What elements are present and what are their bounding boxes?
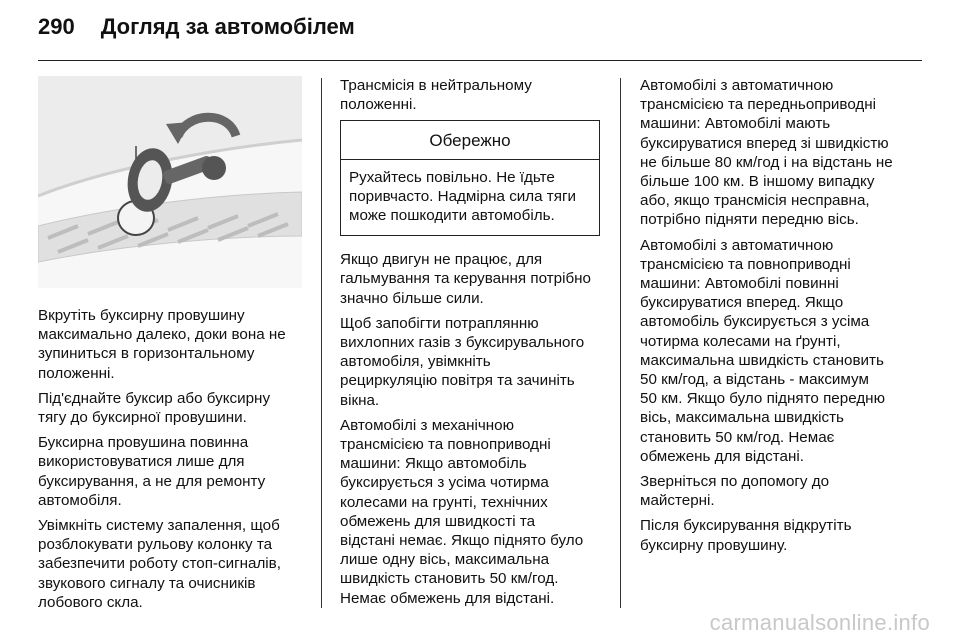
paragraph: Автомобілі з автоматичною трансмісією та передньоприводні машини: Автомобілі мають буксируватися вперед зі швидкістю не більше 80 км/год і на відстань не більше 100 км. В іншому випадку або, якщо трансмісія несправна, потрібно підняти передню вісь. (640, 77, 893, 229)
page-header (38, 14, 355, 44)
column-middle (340, 76, 612, 614)
paragraph: Автомобілі з механічною трансмісією та повноприводні машини: Якщо автомобіль буксирується з усіма чотирма колесами на грунті, технічних обмежень для швидкості та відстані немає. Якщо піднято було лише одну вісь, максимальна швидкість становить 50 км/год. Немає обмежень для відстані. (340, 416, 584, 607)
paragraph: Після буксирування відкрутіть буксирну провушину. (640, 517, 852, 554)
page-number: 290 (38, 14, 75, 39)
watermark: carmanualsonline.info (709, 610, 930, 635)
paragraph: Під'єднайте буксир або буксирну тягу до буксирної провушини. (38, 389, 271, 427)
header-divider (38, 60, 922, 61)
column-divider-2 (620, 78, 621, 608)
paragraph: Буксирна провушина повинна використовуватися лише для буксирування, а не для ремонту автомобіля. (38, 434, 266, 509)
column-left (38, 76, 310, 618)
page-title: Догляд за автомобілем (100, 14, 355, 39)
caution-title: Обережно (341, 121, 599, 159)
paragraph: Щоб запобігти потраплянню вихлопних газів з буксирувального автомобіля, увімкніть рециркуляцію повітря та зачиніть вікна. (340, 314, 585, 409)
paragraph: Увімкніть систему запалення, щоб розблокувати рульову колонку та забезпечити роботу стоп-сигналів, звукового сигналу та очисників лобового скла. (38, 517, 281, 611)
paragraph: Зверніться по допомогу до майстерні. (640, 473, 830, 510)
paragraph: Якщо двигун не працює, для гальмування та керування потрібно значно більше сили. (340, 251, 591, 307)
paragraph: Автомобілі з автоматичною трансмісією та повноприводні машини: Автомобілі повинні буксируватися вперед. Якщо автомобіль буксирується з усіма чотирма колесами на ґрунті, максимальна швидкість становить 50 км/год, а відстань - максимум 50 км. Якщо було піднято передню вісь, максимальна швидкість становить 50 км/год. Немає обмежень для відстані. (640, 236, 885, 465)
caution-box (340, 120, 600, 236)
column-right (640, 76, 922, 561)
tow-eye-illustration (38, 76, 302, 288)
caution-text: Рухайтесь повільно. Не їдьте поривчасто. Надмірна сила тяги може пошкодити автомобіль. (349, 168, 577, 225)
column-divider-1 (321, 78, 322, 608)
paragraph: Трансмісія в нейтральному положенні. (340, 77, 532, 114)
paragraph: Вкрутіть буксирну провушину максимально далеко, доки вона не зупиниться в горизонтальному положенні. (38, 307, 286, 382)
